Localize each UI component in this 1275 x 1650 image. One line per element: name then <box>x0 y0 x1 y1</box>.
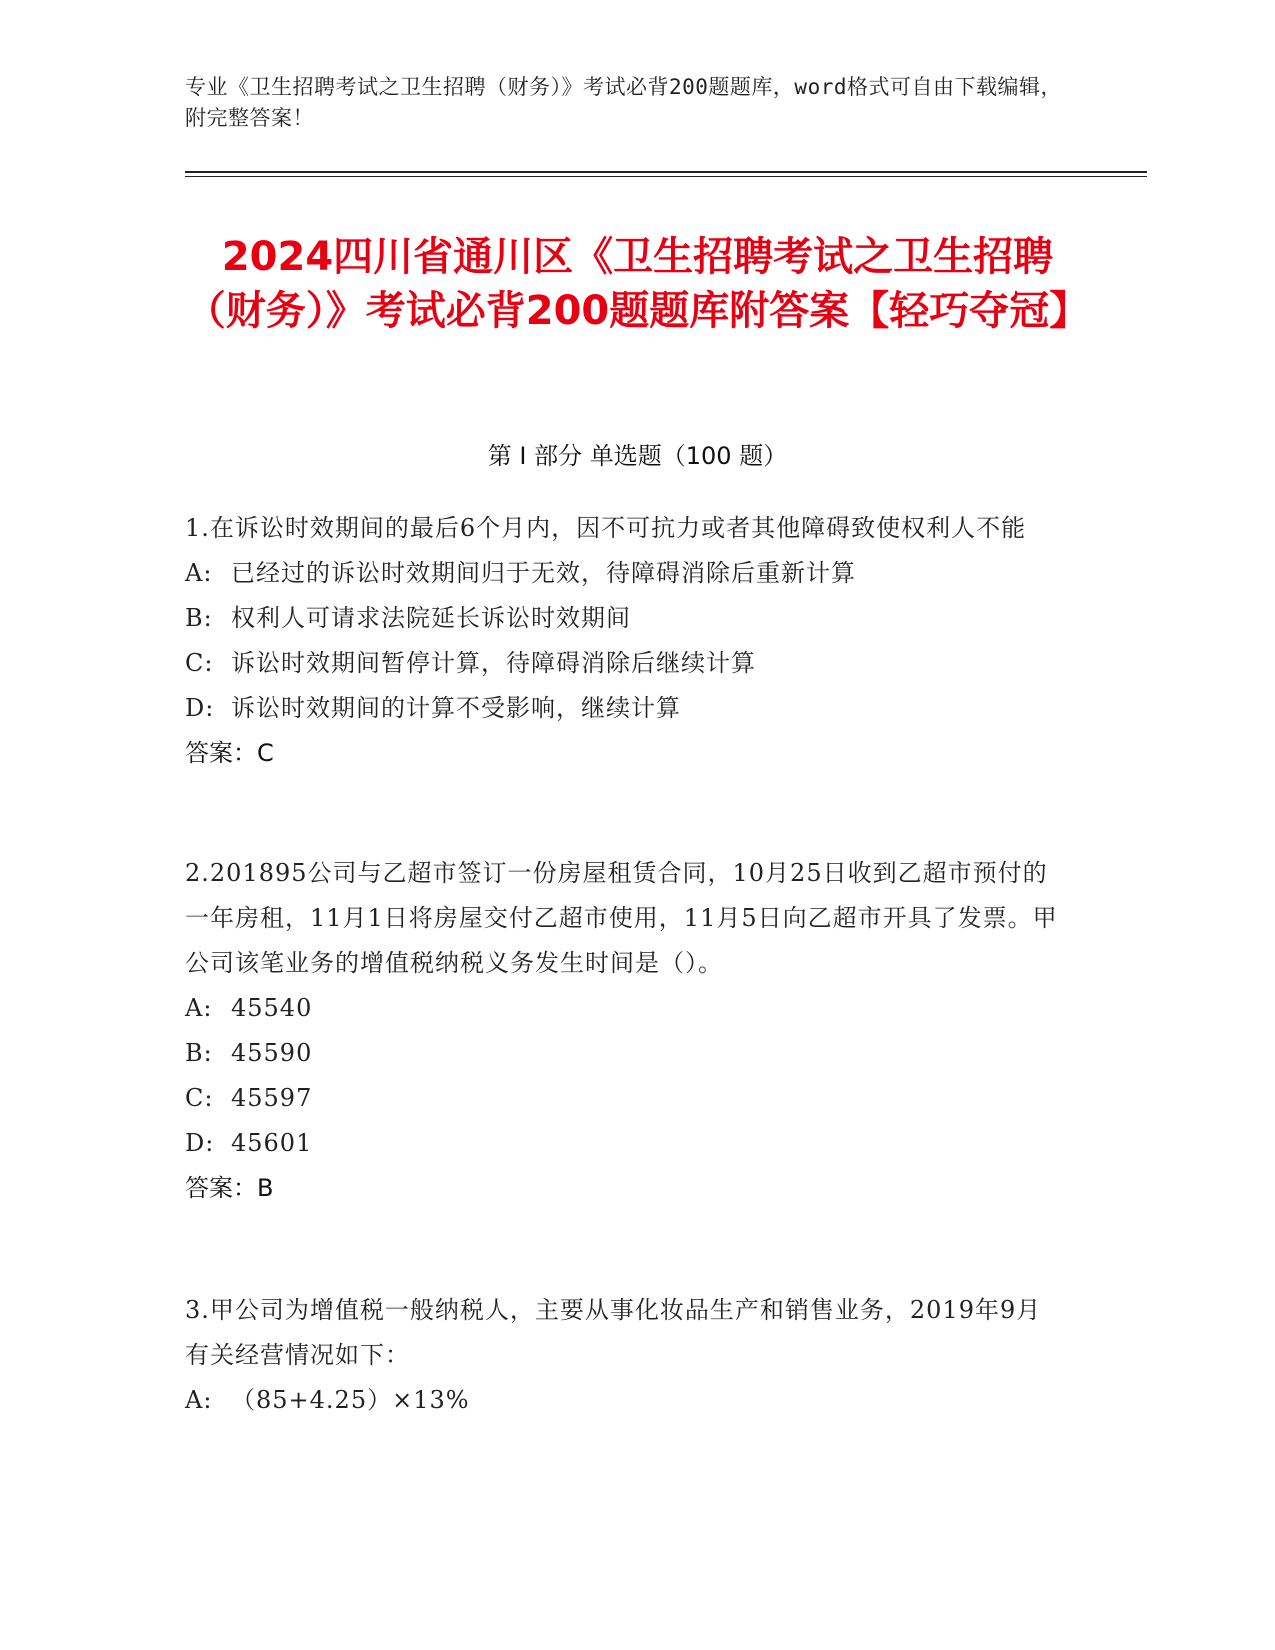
header-note: 专业《卫生招聘考试之卫生招聘（财务）》考试必背200题题库，word格式可自由下载编辑，附完整答案！ <box>185 75 1062 130</box>
document-title: 2024四川省通川区《卫生招聘考试之卫生招聘（财务）》考试必背200题题库附答案【轻巧夺冠】 <box>185 234 1090 334</box>
option-c <box>185 1076 1065 1121</box>
question-stem: 1.在诉讼时效期间的最后6个月内，因不可抗力或者其他障碍致使权利人不能 <box>185 514 1027 542</box>
question-3 <box>185 1288 1065 1423</box>
question-1 <box>185 506 1065 776</box>
option-text: 45597 <box>231 1084 313 1112</box>
option-text: 45590 <box>231 1039 313 1067</box>
header-rule-bottom <box>185 176 1147 177</box>
option-text: 诉讼时效期间暂停计算，待障碍消除后继续计算 <box>231 649 756 677</box>
option-text: 45601 <box>231 1129 313 1157</box>
option-text: （85+4.25）×13% <box>231 1386 470 1414</box>
option-label: B: <box>185 1039 213 1067</box>
option-d <box>185 686 1065 731</box>
option-d <box>185 1121 1065 1166</box>
option-b <box>185 596 1065 641</box>
question-2 <box>185 851 1065 1211</box>
question-stem: 2.201895公司与乙超市签订一份房屋租赁合同，10月25日收到乙超市预付的一年房租，11月1日将房屋交付乙超市使用，11月5日向乙超市开具了发票。甲公司该笔业务的增值税纳税义务发生时间是（）。 <box>185 859 1058 977</box>
option-label: A: <box>185 1386 213 1414</box>
section-heading: 第 I 部分 单选题（100 题） <box>487 442 788 470</box>
header-rule-top <box>185 171 1147 173</box>
option-label: D: <box>185 1129 215 1157</box>
option-label: A: <box>185 994 213 1022</box>
option-label: B: <box>185 604 213 632</box>
question-stem: 3.甲公司为增值税一般纳税人，主要从事化妆品生产和销售业务，2019年9月有关经营情况如下： <box>185 1296 1042 1369</box>
option-a <box>185 986 1065 1031</box>
option-label: C: <box>185 649 214 677</box>
option-a <box>185 551 1065 596</box>
option-label: C: <box>185 1084 214 1112</box>
option-b <box>185 1031 1065 1076</box>
answer: 答案：B <box>185 1174 274 1202</box>
option-label: D: <box>185 694 215 722</box>
option-text: 45540 <box>231 994 313 1022</box>
option-text: 诉讼时效期间的计算不受影响，继续计算 <box>231 694 681 722</box>
option-a <box>185 1378 1065 1423</box>
option-text: 权利人可请求法院延长诉讼时效期间 <box>231 604 631 632</box>
answer: 答案：C <box>185 739 274 767</box>
option-c <box>185 641 1065 686</box>
option-text: 已经过的诉讼时效期间归于无效，待障碍消除后重新计算 <box>231 559 856 587</box>
option-label: A: <box>185 559 213 587</box>
